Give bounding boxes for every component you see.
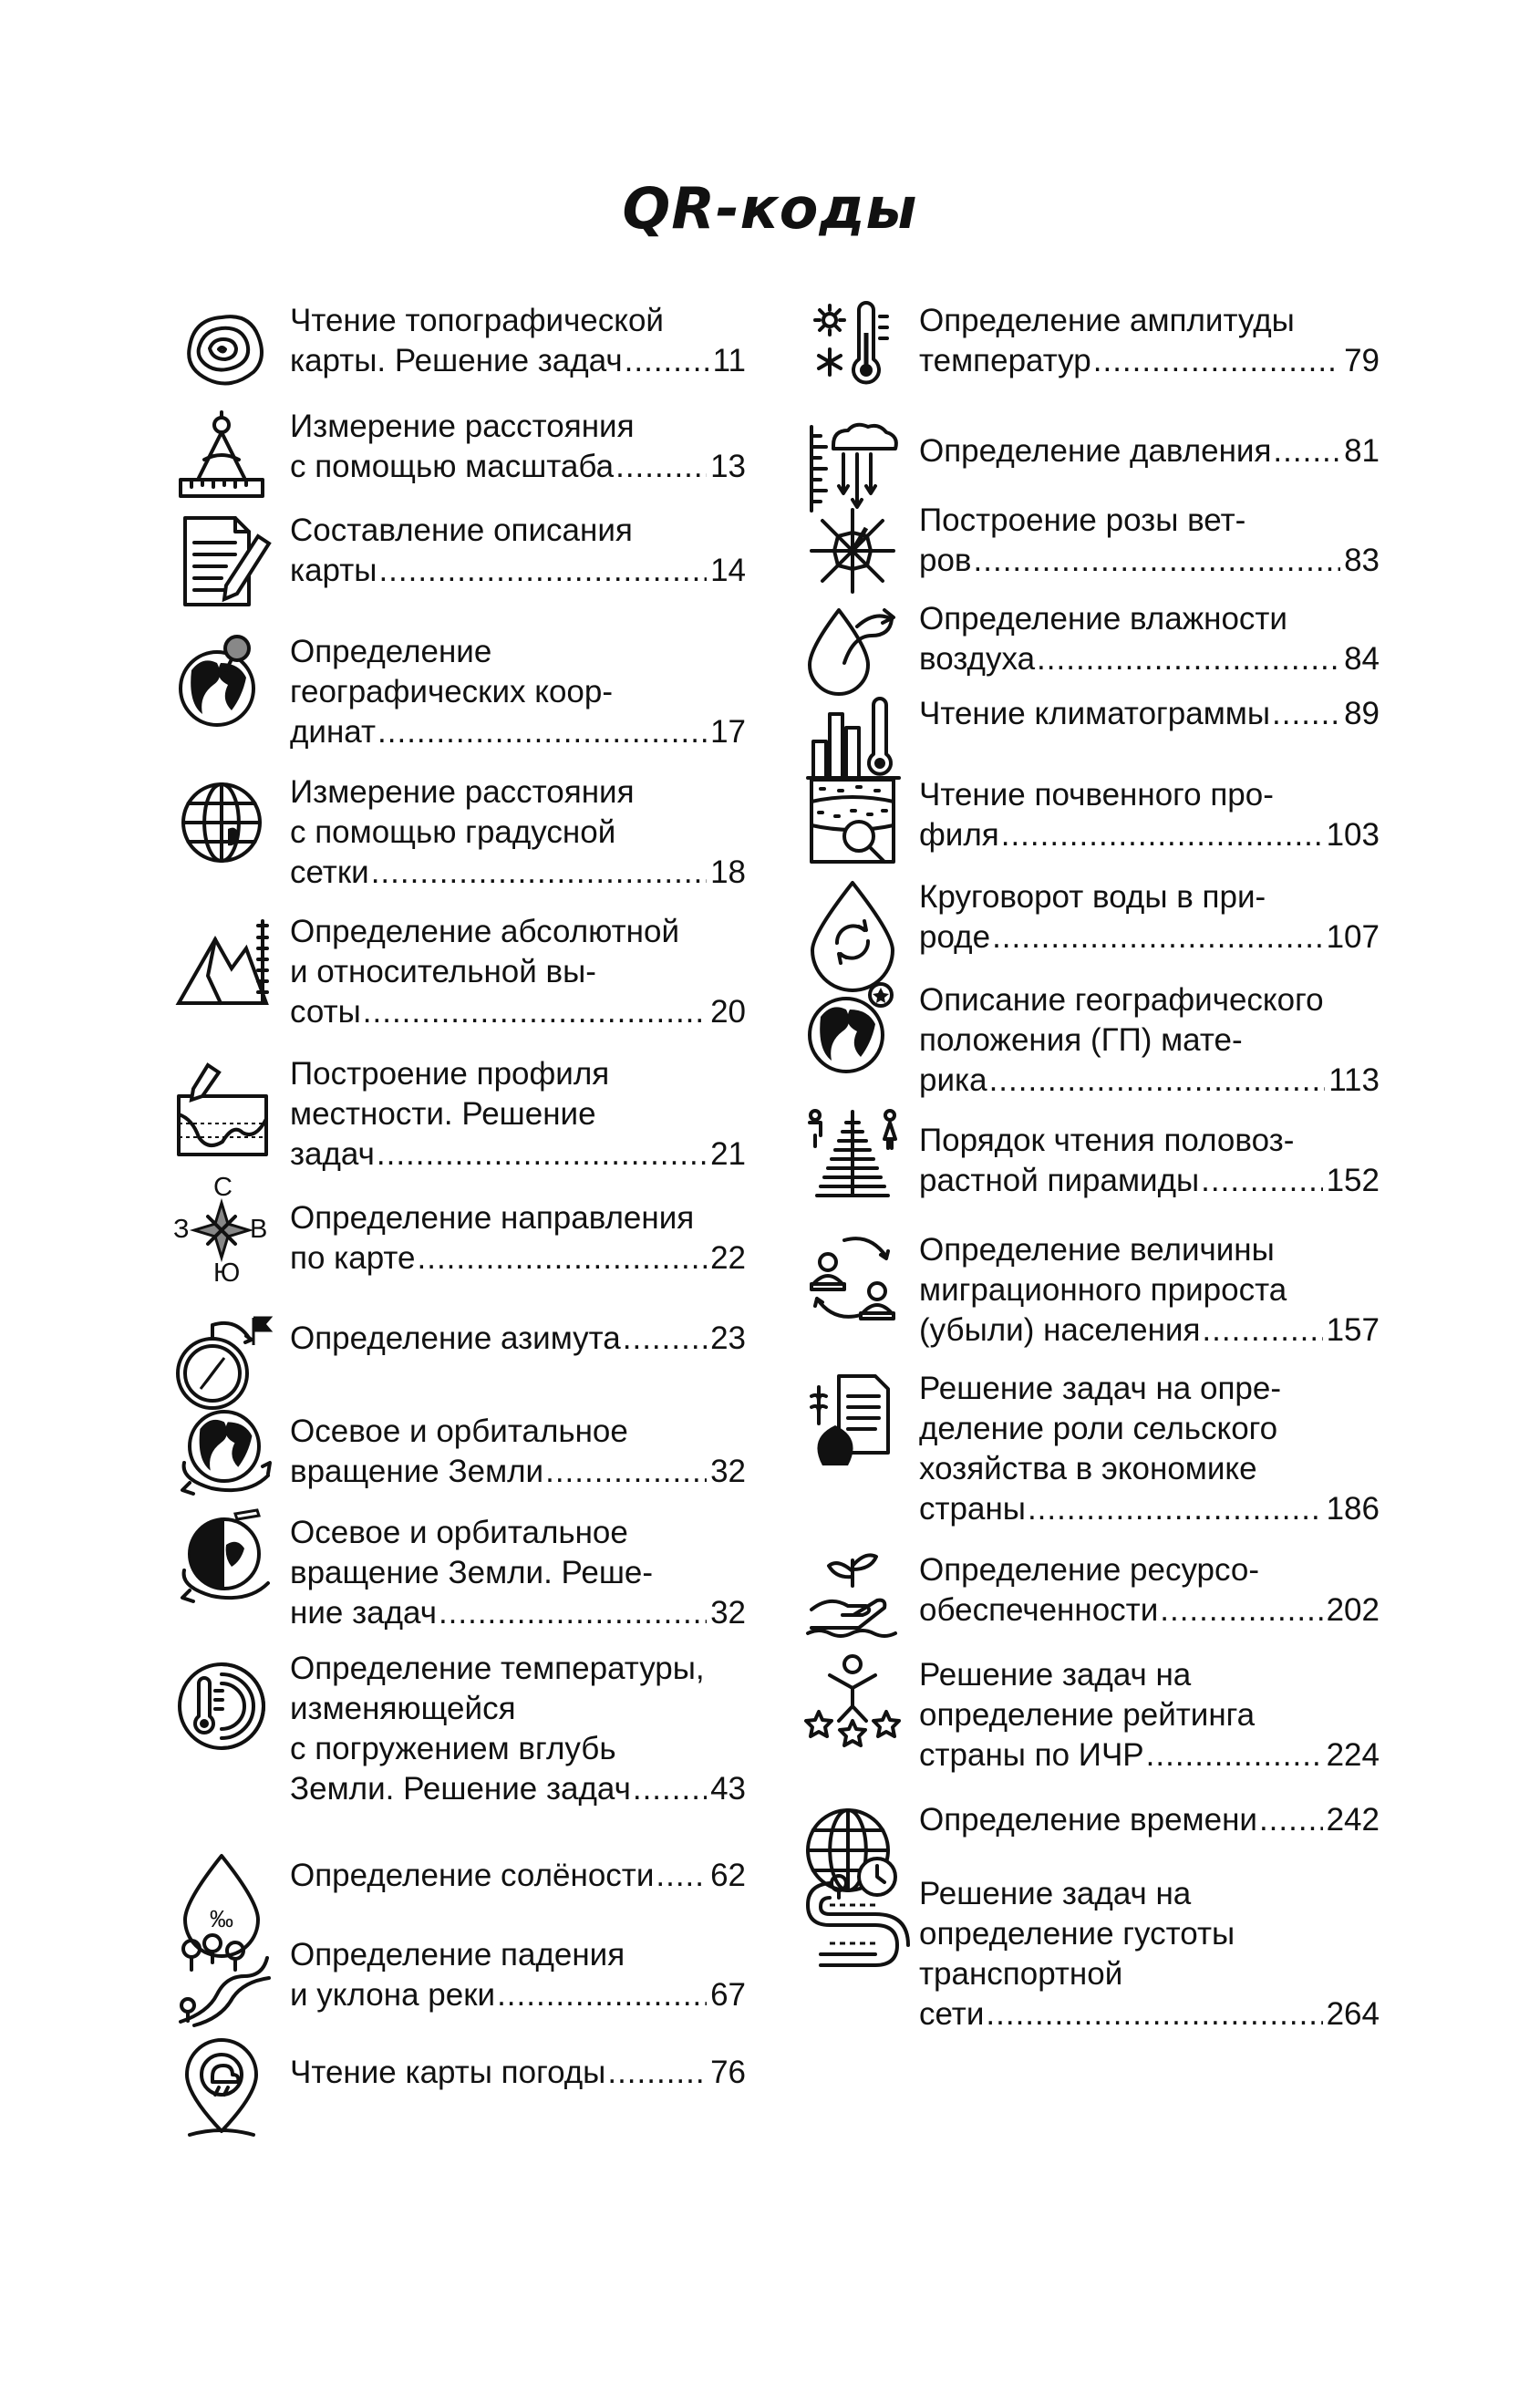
toc-entry-line: положения (ГП) мате- bbox=[919, 1022, 1243, 1058]
dot-leader bbox=[1273, 431, 1340, 471]
toc-entry-text bbox=[919, 599, 1380, 679]
toc-entry-line: сетки bbox=[290, 854, 369, 890]
temperature-amplitude-icon bbox=[802, 296, 903, 397]
toc-entry-line: Круговорот воды в при- bbox=[919, 879, 1266, 915]
toc-entry-line: обеспеченности bbox=[919, 1592, 1159, 1628]
toc-entry-line: Определение амплитуды bbox=[919, 303, 1295, 338]
toc-entry-line: Чтение карты погоды bbox=[290, 2055, 606, 2090]
toc-entry-line: и относительной вы- bbox=[290, 954, 596, 989]
compass-label-e: В bbox=[250, 1215, 268, 1244]
rating-stars-icon bbox=[802, 1648, 903, 1748]
compass-label-s: Ю bbox=[213, 1258, 241, 1288]
toc-entry-text bbox=[919, 501, 1380, 581]
toc-entry-text bbox=[290, 1198, 746, 1279]
toc-entry-line: с помощью масштаба bbox=[290, 449, 615, 484]
resources-hand-icon bbox=[802, 1546, 903, 1646]
toc-entry-text bbox=[919, 1874, 1380, 2035]
toc-entry-line: Чтение топографической bbox=[290, 303, 664, 338]
page-number[interactable]: 113 bbox=[1328, 1062, 1380, 1098]
page-number[interactable]: 23 bbox=[710, 1320, 746, 1356]
toc-entry-text bbox=[919, 1550, 1380, 1631]
dot-leader bbox=[989, 1061, 1326, 1101]
toc-entry-line: Чтение почвенного про- bbox=[919, 777, 1274, 813]
toc-entry-text bbox=[919, 877, 1380, 958]
toc-entry-line: сети bbox=[919, 1996, 985, 2032]
toc-entry-line: вращение Земли. Реше- bbox=[290, 1555, 654, 1590]
page-number[interactable]: 152 bbox=[1326, 1163, 1380, 1198]
toc-entry-line: Земли. Решение задач bbox=[290, 1771, 631, 1807]
toc-entry-line: карты. Решение задач bbox=[290, 343, 623, 378]
topographic-map-icon bbox=[171, 301, 272, 401]
page-number[interactable]: 81 bbox=[1344, 433, 1380, 469]
toc-entry-line: температур bbox=[919, 343, 1091, 378]
page-number[interactable]: 79 bbox=[1344, 343, 1380, 378]
earth-layers-thermometer-icon bbox=[171, 1656, 272, 1756]
mountain-height-icon bbox=[171, 912, 272, 1012]
toc-entry-text bbox=[290, 1513, 746, 1633]
toc-entry-line: миграционного прироста bbox=[919, 1272, 1287, 1308]
dot-leader bbox=[363, 992, 707, 1032]
dot-leader bbox=[1202, 1310, 1322, 1351]
dot-leader bbox=[545, 1452, 707, 1492]
page-number[interactable]: 242 bbox=[1326, 1802, 1380, 1838]
globe-grid-icon bbox=[171, 772, 272, 873]
toc-entry-text bbox=[919, 1800, 1380, 1840]
toc-entry-line: Измерение расстояния bbox=[290, 409, 635, 444]
toc-entry-text bbox=[290, 2053, 746, 2093]
toc-entry-text bbox=[919, 1655, 1380, 1776]
page-number[interactable]: 32 bbox=[710, 1595, 746, 1631]
toc-entry-line: определение густоты bbox=[919, 1916, 1235, 1952]
page-number[interactable]: 264 bbox=[1326, 1996, 1380, 2032]
dot-leader bbox=[625, 341, 709, 381]
page-number[interactable]: 13 bbox=[710, 449, 746, 484]
page-number[interactable]: 84 bbox=[1344, 641, 1380, 677]
river-slope-icon bbox=[171, 1931, 272, 2031]
page-number[interactable]: 76 bbox=[710, 2055, 746, 2090]
page-number[interactable]: 202 bbox=[1326, 1592, 1380, 1628]
page-number[interactable]: 103 bbox=[1326, 817, 1380, 853]
toc-entry-text bbox=[919, 301, 1380, 381]
dot-leader bbox=[633, 1769, 707, 1809]
toc-entry-line: вращение Земли bbox=[290, 1454, 544, 1489]
dot-leader bbox=[378, 551, 707, 591]
page-number[interactable]: 224 bbox=[1326, 1737, 1380, 1773]
toc-entry-line: Построение профиля bbox=[290, 1056, 610, 1092]
earth-rotation-icon bbox=[171, 1403, 272, 1503]
toc-entry-line: по карте bbox=[290, 1240, 416, 1276]
toc-entry-line: страны по ИЧР bbox=[919, 1737, 1144, 1773]
soil-profile-icon bbox=[802, 771, 903, 871]
dot-leader bbox=[1201, 1161, 1322, 1201]
toc-entry-line: страны bbox=[919, 1491, 1026, 1527]
toc-entry-line: (убыли) населения bbox=[919, 1312, 1201, 1348]
dot-leader bbox=[377, 712, 707, 752]
toc-entry-line: Порядок чтения половоз- bbox=[919, 1123, 1295, 1158]
toc-entry-line: определение рейтинга bbox=[919, 1697, 1256, 1733]
toc-entry-line: ние задач bbox=[290, 1595, 437, 1631]
toc-entry-line: хозяйства в экономике bbox=[919, 1451, 1257, 1486]
earth-rotation-pencil-icon bbox=[171, 1508, 272, 1609]
page-title: QR-коды bbox=[622, 175, 918, 242]
toc-entry-line: деление роли сельского bbox=[919, 1411, 1278, 1446]
toc-entry-line: воздуха bbox=[919, 641, 1036, 677]
dot-leader bbox=[1160, 1590, 1322, 1631]
page-number[interactable]: 43 bbox=[710, 1771, 746, 1807]
page-number[interactable]: 89 bbox=[1344, 696, 1380, 731]
toc-entry-line: рика bbox=[919, 1062, 987, 1098]
toc-entry-line: Осевое и орбитальное bbox=[290, 1413, 628, 1449]
toc-entry-text bbox=[290, 301, 746, 381]
transport-route-icon bbox=[802, 1874, 903, 1974]
migration-icon bbox=[802, 1226, 903, 1326]
toc-entry-line: карты bbox=[290, 553, 377, 588]
page-number[interactable]: 20 bbox=[710, 994, 746, 1030]
dot-leader bbox=[607, 2053, 707, 2093]
toc-entry-line: географических коор- bbox=[290, 674, 614, 709]
page-number[interactable]: 157 bbox=[1326, 1312, 1380, 1348]
toc-entry-line: ров bbox=[919, 543, 972, 578]
toc-entry-line: Определение давления bbox=[919, 433, 1272, 469]
toc-entry-text bbox=[290, 632, 746, 752]
toc-entry-line: Определение времени bbox=[919, 1802, 1257, 1838]
toc-entry-line: соты bbox=[290, 994, 361, 1030]
toc-entry-line: Измерение расстояния bbox=[290, 774, 635, 810]
toc-entry-line: растной пирамиды bbox=[919, 1163, 1200, 1198]
compass-label-w: З bbox=[173, 1215, 190, 1244]
toc-entry-line: задач bbox=[290, 1136, 375, 1172]
toc-entry-line: Определение азимута bbox=[290, 1320, 621, 1356]
toc-entry-line: Построение розы вет- bbox=[919, 502, 1246, 538]
toc-entry-text bbox=[290, 912, 746, 1032]
dot-leader bbox=[377, 1134, 707, 1175]
toc-entry-line: местности. Решение bbox=[290, 1096, 596, 1132]
toc-entry-line: Определение падения bbox=[290, 1937, 625, 1973]
compass-ruler-icon bbox=[171, 409, 272, 509]
globe-star-icon bbox=[802, 980, 903, 1081]
toc-entry-line: Определение температуры, bbox=[290, 1651, 705, 1686]
compass-label-n: С bbox=[213, 1173, 233, 1202]
toc-entry-text bbox=[919, 1230, 1380, 1351]
dot-leader bbox=[974, 541, 1341, 581]
dot-leader bbox=[986, 1994, 1322, 2035]
globe-pin-icon bbox=[171, 632, 272, 732]
toc-entry-line: Определение величины bbox=[919, 1232, 1275, 1268]
page-number[interactable]: 22 bbox=[710, 1240, 746, 1276]
dot-leader bbox=[1259, 1800, 1323, 1840]
dot-leader bbox=[1093, 341, 1340, 381]
svg-text:‰: ‰ bbox=[210, 1905, 233, 1932]
toc-entry-line: Определение ресурсо- bbox=[919, 1552, 1260, 1588]
toc-entry-line: Определение абсолютной bbox=[290, 914, 680, 949]
dot-leader bbox=[371, 853, 707, 893]
toc-entry-line: и уклона реки bbox=[290, 1977, 496, 2013]
dot-leader bbox=[1146, 1735, 1323, 1776]
agriculture-document-icon bbox=[802, 1369, 903, 1469]
dot-leader bbox=[1272, 694, 1340, 734]
toc-entry-text bbox=[919, 694, 1380, 734]
azimuth-compass-icon bbox=[171, 1314, 272, 1414]
dot-leader bbox=[497, 1975, 707, 2015]
toc-entry-line: динат bbox=[290, 714, 377, 750]
toc-entry-text bbox=[290, 1649, 746, 1809]
humidity-drop-icon bbox=[802, 599, 903, 699]
toc-entry-line: Решение задач на bbox=[919, 1876, 1192, 1911]
page-number[interactable]: 62 bbox=[710, 1858, 746, 1893]
dot-leader bbox=[1028, 1489, 1323, 1529]
toc-entry-line: роде bbox=[919, 919, 991, 955]
toc-entry-line: изменяющейся bbox=[290, 1691, 516, 1726]
page-number[interactable]: 18 bbox=[710, 854, 746, 890]
toc-entry-text bbox=[919, 980, 1380, 1101]
toc-entry-line: Составление описания bbox=[290, 513, 633, 548]
toc-entry-text bbox=[290, 1412, 746, 1492]
toc-entry-text bbox=[919, 431, 1380, 471]
dot-leader bbox=[992, 917, 1323, 958]
toc-entry-text bbox=[919, 775, 1380, 855]
dot-leader bbox=[418, 1238, 708, 1279]
dot-leader bbox=[656, 1856, 707, 1896]
toc-entry-line: Описание географического bbox=[919, 982, 1324, 1018]
page-number[interactable]: 83 bbox=[1344, 543, 1380, 578]
toc-entry-line: Осевое и орбитальное bbox=[290, 1515, 628, 1550]
toc-entry-line: с помощью градусной bbox=[290, 814, 616, 850]
population-pyramid-icon bbox=[802, 1103, 903, 1203]
toc-entry-line: транспортной bbox=[919, 1956, 1123, 1992]
water-cycle-icon bbox=[802, 877, 903, 978]
dot-leader bbox=[1001, 815, 1323, 855]
toc-entry-text bbox=[290, 1856, 746, 1896]
toc-entry-line: Решение задач на bbox=[919, 1657, 1192, 1693]
page-number[interactable]: 186 bbox=[1326, 1491, 1380, 1527]
page-number[interactable]: 17 bbox=[710, 714, 746, 750]
terrain-profile-icon bbox=[171, 1060, 272, 1160]
page-number[interactable]: 107 bbox=[1326, 919, 1380, 955]
wind-rose-icon bbox=[802, 501, 903, 601]
toc-entry-line: с погружением вглубь bbox=[290, 1731, 616, 1766]
dot-leader bbox=[1037, 639, 1340, 679]
page-number[interactable]: 67 bbox=[710, 1977, 746, 2013]
toc-entry-line: Определение солёности bbox=[290, 1858, 655, 1893]
toc-entry-line: Определение влажности bbox=[919, 601, 1287, 637]
toc-entry-text bbox=[290, 772, 746, 893]
page-number[interactable]: 14 bbox=[710, 553, 746, 588]
toc-entry-text bbox=[290, 407, 746, 487]
toc-entry-text bbox=[290, 1935, 746, 2015]
toc-entry-line: Определение направления bbox=[290, 1200, 695, 1236]
toc-entry-text bbox=[290, 1319, 746, 1359]
weather-map-pin-icon bbox=[171, 2040, 272, 2140]
toc-entry-line: Решение задач на опре- bbox=[919, 1371, 1281, 1406]
toc-entry-text bbox=[919, 1369, 1380, 1529]
dot-leader bbox=[623, 1319, 707, 1359]
toc-entry-text bbox=[919, 1121, 1380, 1201]
dot-leader bbox=[615, 447, 707, 487]
toc-entry-text bbox=[290, 511, 746, 591]
page-number[interactable]: 21 bbox=[710, 1136, 746, 1172]
document-pencil-icon bbox=[171, 511, 272, 611]
toc-entry-line: Чтение климатограммы bbox=[919, 696, 1271, 731]
page-number[interactable]: 11 bbox=[712, 343, 746, 378]
page-number[interactable]: 32 bbox=[710, 1454, 746, 1489]
dot-leader bbox=[439, 1593, 707, 1633]
toc-entry-line: филя bbox=[919, 817, 999, 853]
toc-entry-text bbox=[290, 1054, 746, 1175]
toc-entry-line: Определение bbox=[290, 634, 492, 669]
